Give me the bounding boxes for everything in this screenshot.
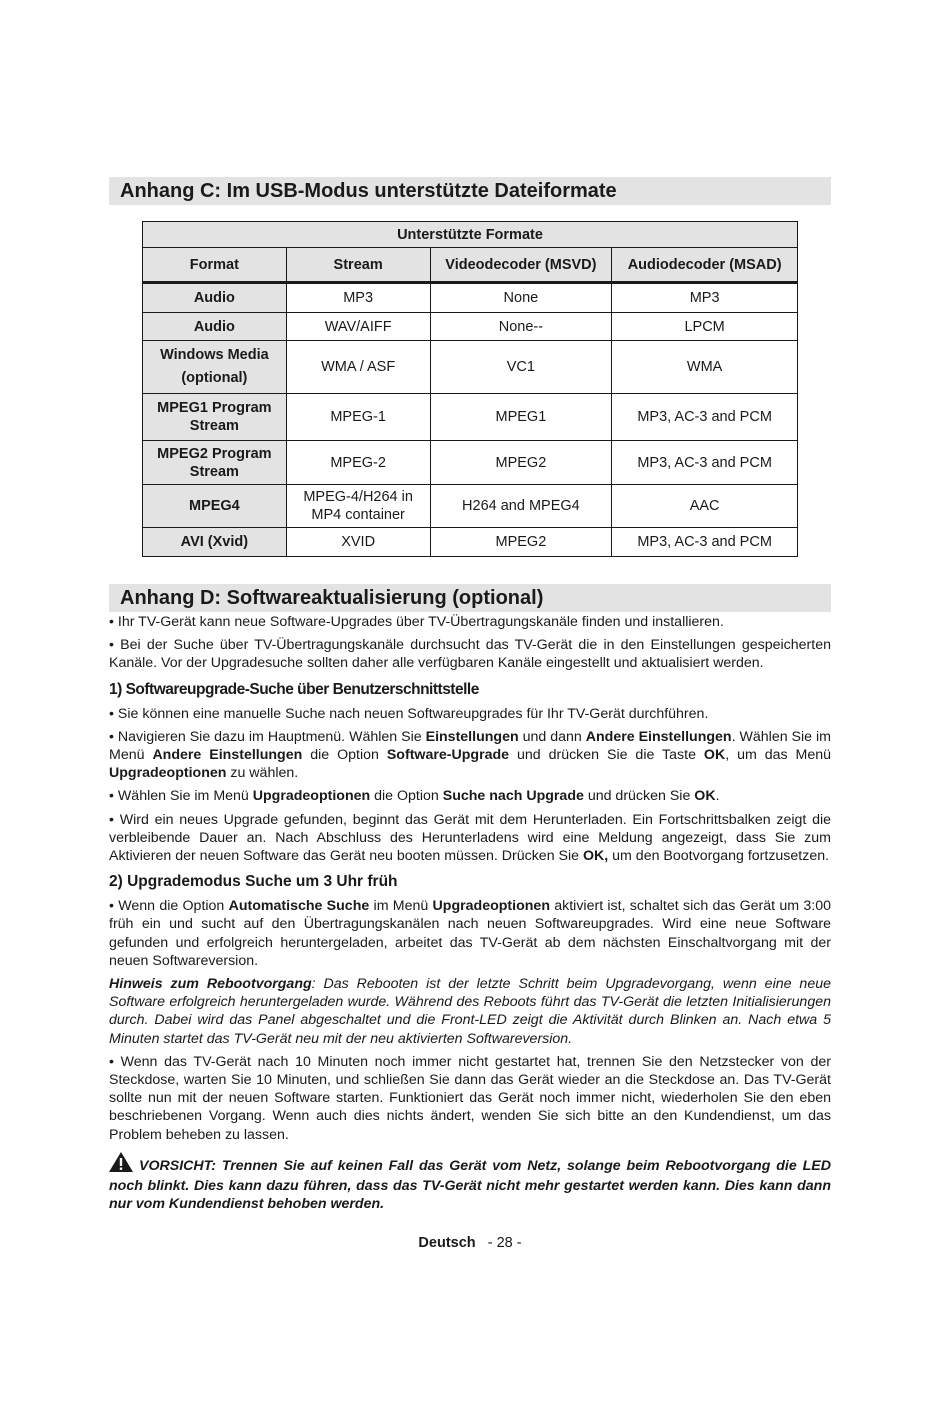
stream-cell: XVID — [286, 528, 430, 557]
format-cell: MPEG4 — [143, 485, 287, 528]
videodecoder-cell: None — [430, 283, 612, 313]
stream-cell: MPEG-4/H264 in MP4 container — [286, 485, 430, 528]
column-header: Audiodecoder (MSAD) — [612, 248, 798, 283]
column-header: Videodecoder (MSVD) — [430, 248, 612, 283]
page-footer — [109, 1235, 831, 1251]
format-cell: Audio — [143, 283, 287, 313]
page-number: - 28 - — [487, 1235, 522, 1251]
table-row — [143, 341, 798, 394]
warning-paragraph: VORSICHT: Trennen Sie auf keinen Fall das Gerät vom Netz, solange beim Rebootvorgang die LED noch blinkt. Dies kann dazu führen, dass das TV-Gerät nicht mehr gestartet werden kann. Dies kann dann nur vom Kundendienst behoben werden. — [109, 1152, 831, 1214]
table-row — [143, 528, 798, 557]
format-cell: Audio — [143, 313, 287, 341]
videodecoder-cell: H264 and MPEG4 — [430, 485, 612, 528]
table-row — [143, 283, 798, 313]
column-header: Format — [143, 248, 287, 283]
videodecoder-cell: MPEG2 — [430, 528, 612, 557]
footer-language: Deutsch — [418, 1235, 476, 1251]
supported-formats-table — [142, 221, 798, 557]
appendix-c-title: Anhang C: Im USB-Modus unterstützte Dateiformate — [109, 177, 831, 205]
videodecoder-cell: VC1 — [430, 341, 612, 394]
format-cell: MPEG1 Program Stream — [143, 394, 287, 441]
format-cell: AVI (Xvid) — [143, 528, 287, 557]
column-header: Stream — [286, 248, 430, 283]
stream-cell: MP3 — [286, 283, 430, 313]
stream-cell: WMA / ASF — [286, 341, 430, 394]
audiodecoder-cell: MP3 — [612, 283, 798, 313]
stream-cell: MPEG-1 — [286, 394, 430, 441]
table-row — [143, 485, 798, 528]
videodecoder-cell: None-- — [430, 313, 612, 341]
audiodecoder-cell: MP3, AC-3 and PCM — [612, 441, 798, 485]
subheading: 1) Softwareupgrade-Suche über Benutzerschnittstelle — [109, 680, 479, 698]
paragraph: • Navigieren Sie dazu im Hauptmenü. Wählen Sie Einstellungen und dann Andere Einstellungen. Wählen Sie im Menü Andere Einstellungen die Option Software-Upgrade und drücken Sie die Taste OK, um das Menü Upgradeoptionen zu wählen. — [109, 728, 832, 782]
audiodecoder-cell: AAC — [612, 485, 798, 528]
stream-cell: WAV/AIFF — [286, 313, 430, 341]
table-row — [143, 394, 798, 441]
audiodecoder-cell: MP3, AC-3 and PCM — [612, 528, 798, 557]
paragraph: • Wird ein neues Upgrade gefunden, beginnt das Gerät mit dem Herunterladen. Ein Fortschrittsbalken zeigt die verbleibende Dauer an. Nach Abschluss des Herunterladens wird eine Meldung angezeigt, dass Sie zum Aktivieren der neuen Software das Gerät neu booten müssen. Drücken Sie OK, um den Bootvorgang fortzusetzen. — [109, 811, 831, 865]
paragraph: • Wenn das TV-Gerät nach 10 Minuten noch immer nicht gestartet hat, trennen Sie den Netzstecker von der Steckdose, warten Sie 10 Minuten, und schließen Sie dann das Gerät wieder an die Steckdose an. Das TV-Gerät sollte nun mit der neuen Software starten. Funktioniert das Gerät noch immer nicht, wiederholen Sie den eben beschriebenen Vorgang. Wenn auch dies nichts ändert, wenden Sie sich bitte an den Kundendienst, um das Problem beheben zu lassen. — [109, 1053, 831, 1143]
paragraph: • Bei der Suche über TV-Übertragungskanäle durchsucht das TV-Gerät die in den Einstellungen gespeicherten Kanäle. Vor der Upgradesuche sollten daher alle verfügbaren Kanäle eingestellt und aktualisiert werden. — [109, 637, 831, 672]
table-caption: Unterstützte Formate — [143, 222, 798, 248]
warning-triangle-icon — [109, 1152, 133, 1177]
format-cell: MPEG2 Program Stream — [143, 441, 287, 485]
appendix-d-body — [109, 613, 831, 1218]
subheading: 2) Upgrademodus Suche um 3 Uhr früh — [109, 873, 398, 891]
videodecoder-cell: MPEG1 — [430, 394, 612, 441]
reboot-note: Hinweis zum Rebootvorgang: Das Rebooten ist der letzte Schritt beim Upgradevorgang, wenn eine neue Software erfolgreich heruntergeladen wurde. Während des Reboots führt das TV-Gerät die letzten Initialisierungen durch. Dabei wird das Panel abgeschaltet und die Front-LED zeigt die Aktivität durch Blinken an. Nach etwa 5 Minuten startet das TV-Gerät neu mit der neu aktivierten Softwareversion. — [109, 976, 831, 1047]
audiodecoder-cell: MP3, AC-3 and PCM — [612, 394, 798, 441]
audiodecoder-cell: LPCM — [612, 313, 798, 341]
paragraph: • Sie können eine manuelle Suche nach neuen Softwareupgrades für Ihr TV-Gerät durchführen. — [109, 705, 709, 722]
stream-cell: MPEG-2 — [286, 441, 430, 485]
paragraph: • Wenn die Option Automatische Suche im Menü Upgradeoptionen aktiviert ist, schaltet sich das Gerät um 3:00 früh ein und sucht auf den Übertragungskanälen nach neuen Softwareupgrades. Wird eine neue Software gefunden und erfolgreich heruntergeladen, arbeitet das TV-Gerät ab dem nächsten Einschaltvorgang mit der neuen Softwareversion. — [109, 898, 831, 969]
paragraph: • Ihr TV-Gerät kann neue Software-Upgrades über TV-Übertragungskanäle finden und installieren. — [109, 614, 724, 630]
paragraph: • Wählen Sie im Menü Upgradeoptionen die Option Suche nach Upgrade und drücken Sie OK. — [109, 788, 720, 805]
audiodecoder-cell: WMA — [612, 341, 798, 394]
table-row — [143, 313, 798, 341]
videodecoder-cell: MPEG2 — [430, 441, 612, 485]
format-cell: Windows Media (optional) — [143, 341, 287, 394]
table-row — [143, 441, 798, 485]
appendix-d-title: Anhang D: Softwareaktualisierung (optional) — [109, 584, 831, 612]
